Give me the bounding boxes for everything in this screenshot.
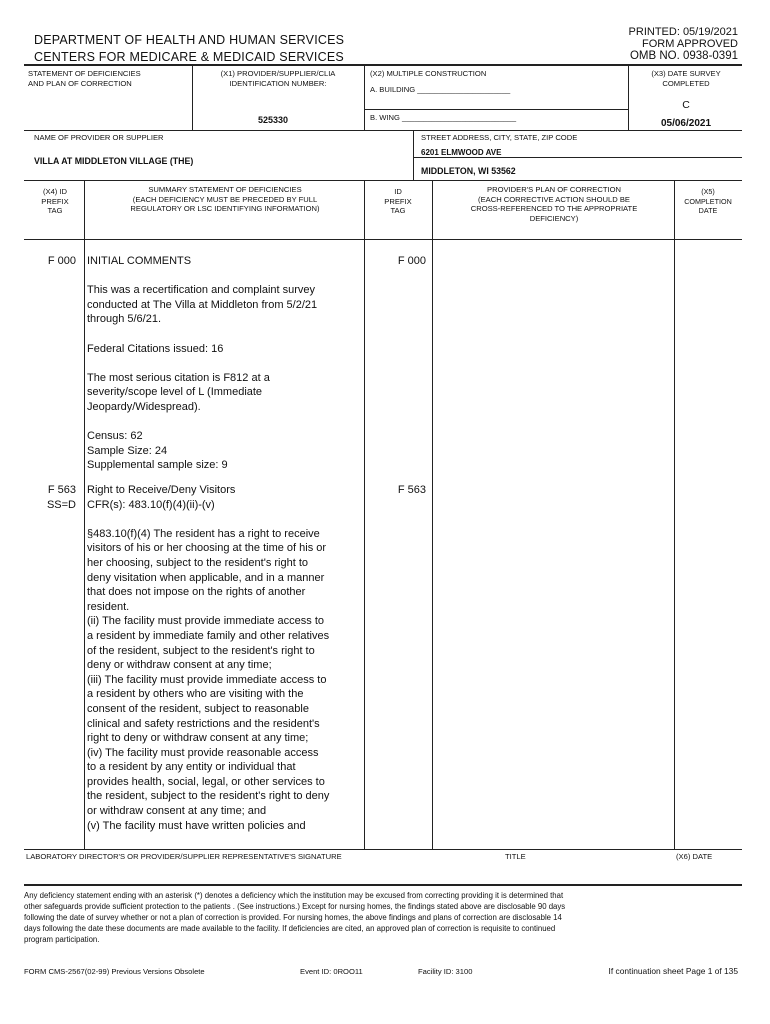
form-approved: FORM APPROVED [642, 38, 738, 50]
wing-rule [364, 109, 628, 110]
x2-label: (X2) MULTIPLE CONSTRUCTION [370, 69, 487, 78]
x3-code: C [682, 99, 690, 111]
address-label: STREET ADDRESS, CITY, STATE, ZIP CODE [421, 133, 578, 142]
statement-label: STATEMENT OF DEFICIENCIES AND PLAN OF CORRECTION [28, 69, 141, 88]
omb-number: OMB NO. 0938-0391 [629, 50, 738, 62]
rule-1 [24, 130, 742, 131]
col-plan-header: PROVIDER'S PLAN OF CORRECTION (EACH CORRECTIVE ACTION SHOULD BE CROSS-REFERENCED TO THE APPROPRIATE DEFICIENCY) [470, 185, 638, 223]
address-rule [413, 157, 742, 158]
address-line2: MIDDLETON, WI 53562 [421, 166, 516, 176]
rule-2 [24, 180, 742, 181]
wing-field: B. WING ___________________________ [370, 113, 517, 122]
title-label: TITLE [505, 852, 526, 861]
provider-label: NAME OF PROVIDER OR SUPPLIER [34, 133, 164, 142]
rule-3 [24, 239, 742, 240]
building-field: A. BUILDING ______________________ [370, 85, 511, 94]
facility-id: Facility ID: 3100 [418, 967, 473, 976]
x1-value: 525330 [258, 115, 289, 125]
tag-f000-right: F 000 [397, 255, 426, 267]
col-x4-header: (X4) ID PREFIX TAG [41, 187, 69, 216]
address-line1: 6201 ELMWOOD AVE [421, 148, 502, 157]
footer-rule [24, 884, 742, 886]
col-summary-header: SUMMARY STATEMENT OF DEFICIENCIES (EACH DEFICIENCY MUST BE PRECEDED BY FULL REGULATORY OR LSC IDENTIFYING INFORMATION) [130, 185, 320, 214]
initial-comments-text: INITIAL COMMENTS This was a recertification and complaint survey conducted at The Villa at Middleton from 5/2/21 through 5/6/21. Federal Citations issued: 16 The most serious citation is F812 at a severity/scope level of L (Immediate Jeopardy/Widespread). Census: 62 Sample Size: 24 Supplemental sample size: 9 [87, 255, 318, 472]
printed-date: PRINTED: 05/19/2021 [628, 26, 738, 38]
x3-date: 05/06/2021 [660, 118, 712, 129]
col-id-header: ID PREFIX TAG [384, 187, 412, 216]
event-id: Event ID: 0ROO11 [300, 967, 363, 976]
provider-name: VILLA AT MIDDLETON VILLAGE (THE) [34, 156, 194, 166]
tag-f000-left: F 000 [47, 255, 76, 267]
x3-label: (X3) DATE SURVEY COMPLETED [651, 69, 721, 88]
col-x5-header: (X5) COMPLETION DATE [684, 187, 732, 216]
top-rule [24, 64, 742, 66]
tag-f563-right: F 563 [397, 484, 426, 496]
x6-date-label: (X6) DATE [676, 852, 713, 861]
x1-label: (X1) PROVIDER/SUPPLIER/CLIA IDENTIFICATION NUMBER: [220, 69, 336, 88]
agency-name: CENTERS FOR MEDICARE & MEDICAID SERVICES [34, 50, 344, 64]
disclaimer-text: Any deficiency statement ending with an asterisk (*) denotes a deficiency which the institution may be excused from correcting providing it is determined that other safeguards provide sufficient protection to the patients . (See instructions.) Except for nursing homes, the findings stated above are disclosable 90 days following the date of survey whether or not a plan of correction is provided. For nursing homes, the above findings and plans of correction are disclosable 14 days following the date these documents are made available to the facility. If deficiencies are cited, an approved plan of correction is requisite to continued program participation. [24, 891, 566, 944]
tag-f563-left: F 563 SS=D [46, 484, 76, 511]
page-indicator: If continuation sheet Page 1 of 135 [608, 966, 738, 976]
signature-rule [24, 849, 742, 850]
form-number: FORM CMS-2567(02-99) Previous Versions Obsolete [24, 967, 205, 976]
signature-label: LABORATORY DIRECTOR'S OR PROVIDER/SUPPLIER REPRESENTATIVE'S SIGNATURE [26, 852, 342, 861]
f563-text: Right to Receive/Deny Visitors CFR(s): 483.10(f)(4)(ii)-(v) §483.10(f)(4) The resident has a right to receive visitors of his or her choosing at the time of his or her choosing, subject to the resident's right to deny visitation when applicable, and in a manner that does not impose on the rights of another resident. (ii) The facility must provide immediate access to a resident by immediate family and other relatives of the resident, subject to the resident's right to deny or withdraw consent at any time; (iii) The facility must provide immediate access to a resident by others who are visiting with the consent of the resident, subject to reasonable clinical and safety restrictions and the resident's right to deny or withdraw consent at any time; (iv) The facility must provide reasonable access to a resident by any entity or individual that provides health, social, legal, or other services to the resident, subject to the resident's right to deny or withdraw consent at any time; and (v) The facility must have written policies and [87, 484, 330, 832]
department-name: DEPARTMENT OF HEALTH AND HUMAN SERVICES [34, 33, 345, 47]
